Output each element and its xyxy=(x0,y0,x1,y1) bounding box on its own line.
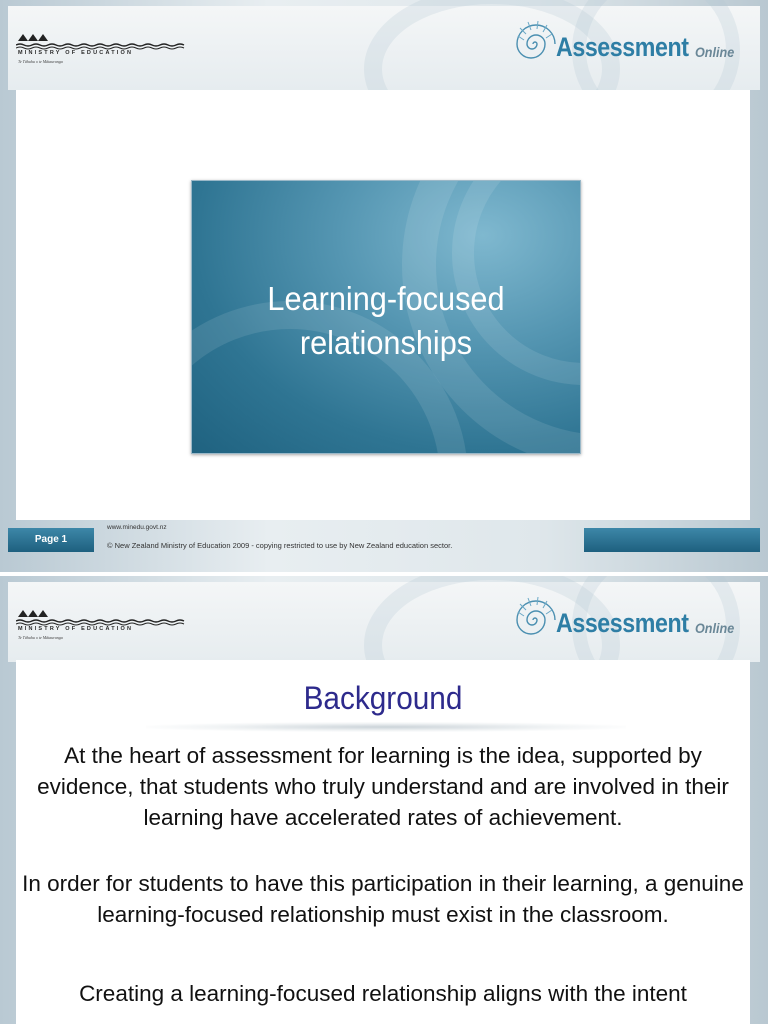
footer-accent-bar xyxy=(584,528,760,552)
slide-heading: Background xyxy=(303,680,463,716)
slide-2 xyxy=(0,576,768,1024)
brand-assessment: Assessment xyxy=(556,608,689,638)
slide-header xyxy=(8,582,760,662)
ministry-maori-name: Te Tāhuhu o te Mātauranga xyxy=(18,59,63,64)
ministry-name: MINISTRY OF EDUCATION xyxy=(18,626,134,632)
mountain-peaks-icon xyxy=(16,606,186,626)
slide-title xyxy=(206,277,567,365)
brand-online: Online xyxy=(695,620,735,636)
nautilus-shell-icon xyxy=(510,590,560,650)
ministry-logo xyxy=(16,606,186,646)
slide-title-line-1: Learning-focused xyxy=(267,280,505,317)
mountain-peaks-icon xyxy=(16,30,186,50)
paragraph-1: At the heart of assessment for learning is the idea, supported by evidence, that students who truly understand and are involved in their learning have accelerated rates of achievement. xyxy=(37,743,729,830)
slide-header xyxy=(8,6,760,90)
brand-online: Online xyxy=(695,44,735,60)
page-number-tab: Page 1 xyxy=(8,528,94,552)
paragraph-3: Creating a learning-focused relationship aligns with the intent xyxy=(79,981,687,1006)
slide-title-line-2: relationships xyxy=(299,324,473,361)
paragraph-2: In order for students to have this participation in their learning, a genuine learning-focused relationship must exist in the classroom. xyxy=(22,871,744,927)
nautilus-shell-icon xyxy=(510,14,560,74)
footer-url: www.minedu.govt.nz xyxy=(107,524,167,531)
slide-footer xyxy=(0,522,768,572)
heading-divider xyxy=(146,722,626,732)
ministry-maori-name: Te Tāhuhu o te Mātauranga xyxy=(18,635,63,640)
assessment-online-logo xyxy=(510,586,740,650)
title-box xyxy=(191,180,581,454)
brand-assessment: Assessment xyxy=(556,32,689,62)
footer-copyright: © New Zealand Ministry of Education 2009 - copying restricted to use by New Zealand education sector. xyxy=(107,541,453,550)
ministry-name: MINISTRY OF EDUCATION xyxy=(18,50,134,56)
slide-content xyxy=(16,660,750,1024)
assessment-online-logo xyxy=(510,10,740,74)
ministry-logo xyxy=(16,30,186,70)
